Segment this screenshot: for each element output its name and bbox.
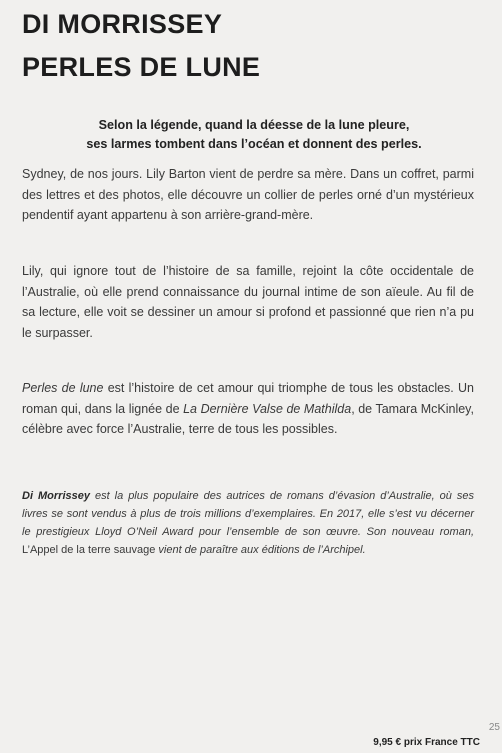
- synopsis-paragraph-2: Lily, qui ignore tout de l’histoire de sa famille, rejoint la côte occidentale de l’Australie, où elle prend connaissance du journal intime de son aïeule. Au fil de sa lecture, elle voit se dessiner un amour si profond et passionné que rien n’a pu le surpasser.: [22, 264, 474, 340]
- page-number: 25: [488, 722, 500, 733]
- author-bio: [22, 487, 474, 559]
- reference-title: La Dernière Valse de Mathilda: [183, 401, 352, 416]
- paragraph-3-text-b: , de Tamara McKinley, célèbre avec force l’Australie, terre de tous les possibles.: [22, 401, 474, 436]
- tagline: [30, 116, 478, 154]
- author-name: DI MORRISSEY: [22, 9, 223, 39]
- tagline-line-1: Selon la légende, quand la déesse de la lune pleure,: [98, 118, 410, 132]
- synopsis-paragraph-3: [22, 378, 474, 440]
- bio-novel-title: L’Appel de la terre sauvage: [22, 544, 156, 556]
- bio-text-b: vient de paraître aux éditions de l’Archipel.: [155, 544, 366, 556]
- book-title-italic: Perles de lune: [22, 381, 104, 395]
- bio-text-a: est la plus populaire des autrices de romans d’évasion d’Australie, où ses livres se sont vendus à plus de trois millions d’exemplaires. En 2017, elle s’est vu décerner le prestigieux Lloyd O’Neil Award pour l’ensemble de son œuvre. Son nouveau roman,: [22, 490, 474, 538]
- price-label: 9,95 € prix France TTC: [373, 737, 480, 748]
- synopsis-paragraph-1: Sydney, de nos jours. Lily Barton vient de perdre sa mère. Dans un coffret, parmi des lettres et des photos, elle découvre un collier de perles orné d’un mystérieux pendentif ayant appartenu à son arrière-grand-mère.: [22, 167, 474, 222]
- bio-author-name: Di Morrissey: [22, 490, 90, 502]
- tagline-line-2: ses larmes tombent dans l’océan et donnent des perles.: [86, 137, 422, 151]
- paragraph-3-text-a: est l’histoire de cet amour qui triomphe de tous les obstacles. Un roman qui, dans la lignée de: [22, 381, 475, 416]
- book-title: PERLES DE LUNE: [22, 52, 261, 82]
